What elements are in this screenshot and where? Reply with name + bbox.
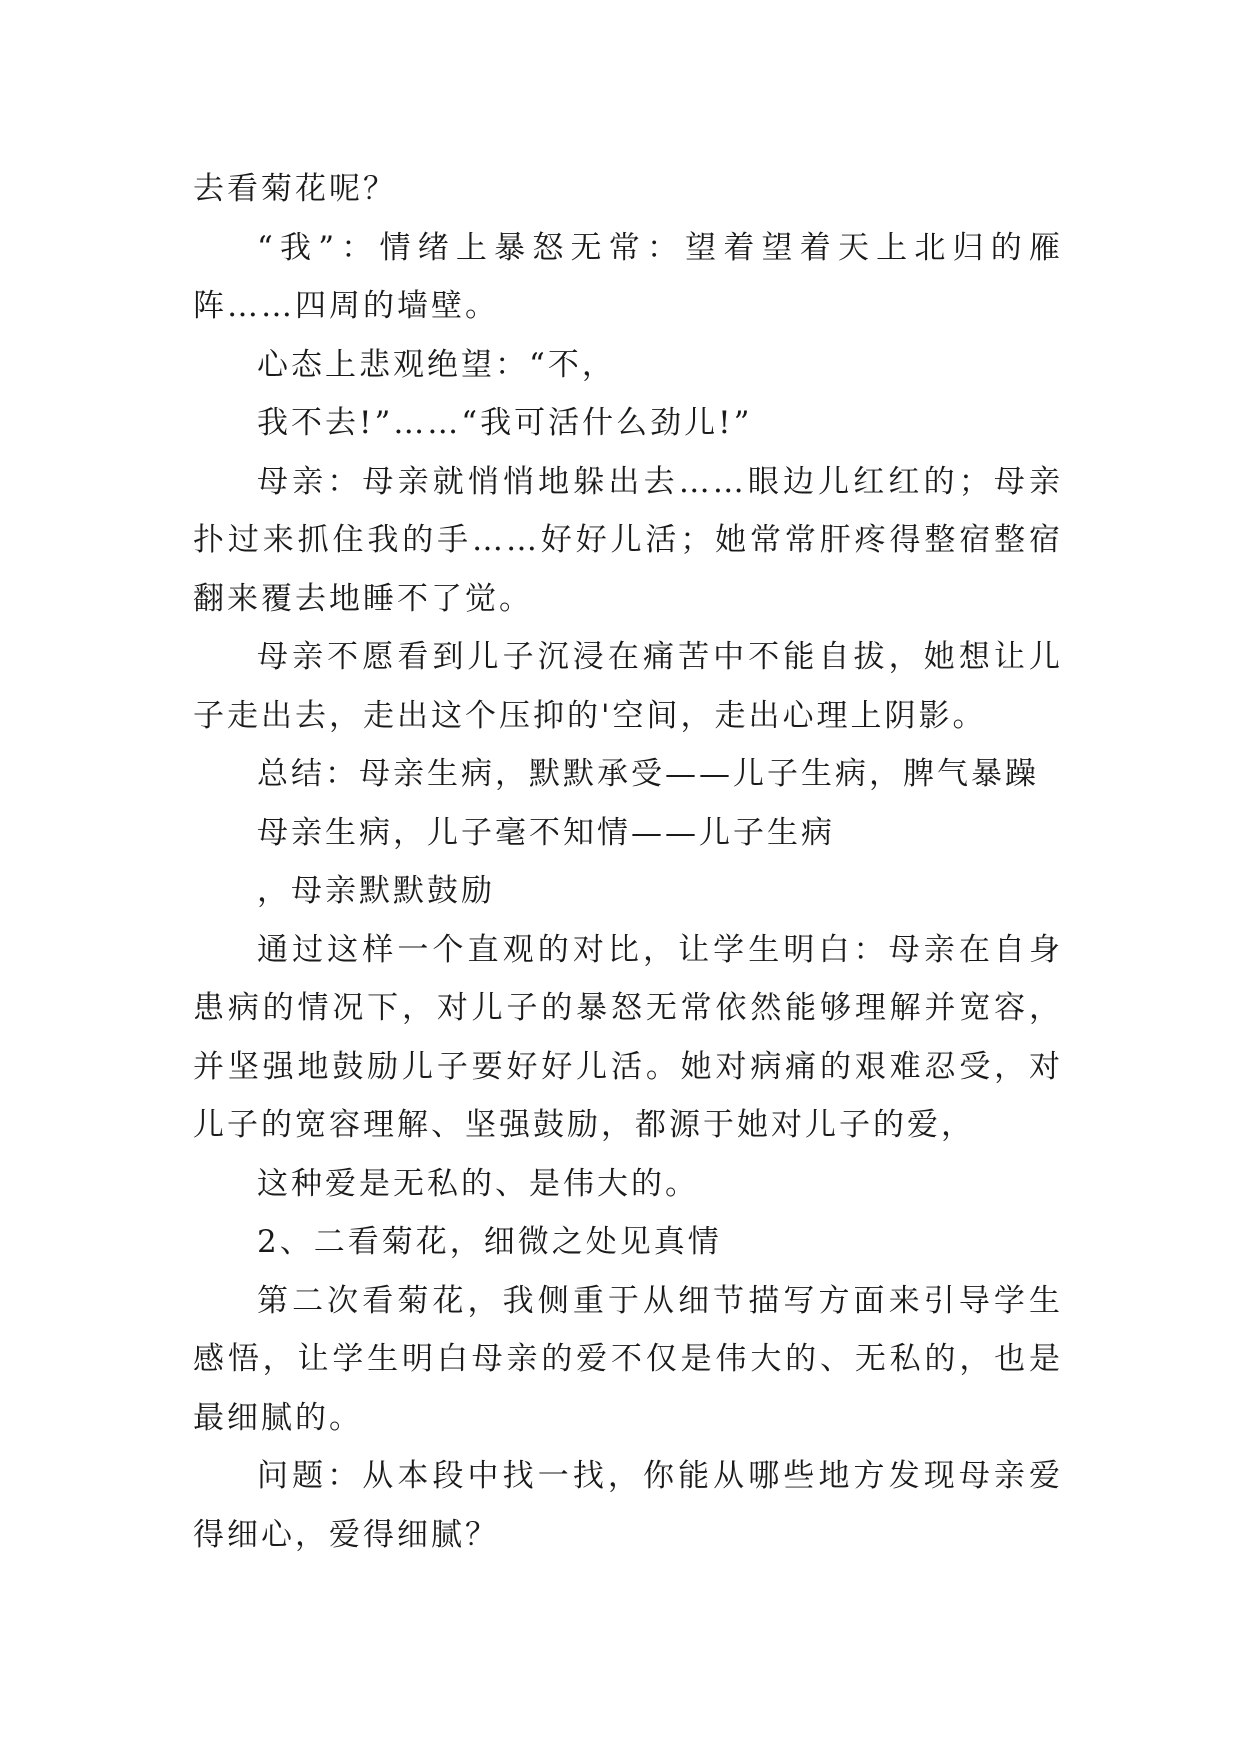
paragraph: 心态上悲观绝望：“不， bbox=[257, 346, 616, 383]
paragraph: 总结：母亲生病，默默承受——儿子生病，脾气暴躁 bbox=[257, 756, 1039, 792]
paragraph: “我”：情绪上暴怒无常：望着望着天上北归的雁阵……四周的墙壁。 bbox=[193, 229, 1063, 324]
paragraph: 母亲生病，儿子毫不知情——儿子生病 bbox=[257, 814, 835, 851]
paragraph: 母亲不愿看到儿子沉浸在痛苦中不能自拔，她想让儿子走出去，走出这个压抑的'空间，走出心理上阴影。 bbox=[193, 639, 1063, 734]
document-body bbox=[193, 160, 1063, 1564]
section-heading: 2、二看菊花，细微之处见真情 bbox=[257, 1224, 722, 1260]
paragraph: 这种爱是无私的、是伟大的。 bbox=[257, 1165, 699, 1202]
paragraph: 母亲：母亲就悄悄地躲出去……眼边儿红红的；母亲扑过来抓住我的手……好好儿活；她常常肝疼得整宿整宿翻来覆去地睡不了觉。 bbox=[193, 463, 1063, 617]
paragraph: 第二次看菊花，我侧重于从细节描写方面来引导学生感悟，让学生明白母亲的爱不仅是伟大的、无私的，也是最细腻的。 bbox=[193, 1282, 1063, 1436]
paragraph: 问题：从本段中找一找，你能从哪些地方发现母亲爱得细心，爱得细腻？ bbox=[193, 1458, 1063, 1553]
paragraph: 去看菊花呢？ bbox=[193, 171, 397, 207]
paragraph: 通过这样一个直观的对比，让学生明白：母亲在自身患病的情况下，对儿子的暴怒无常依然能够理解并宽容，并坚强地鼓励儿子要好好儿活。她对病痛的艰难忍受，对儿子的宽容理解、坚强鼓励，都源于她对儿子的爱， bbox=[193, 931, 1063, 1143]
paragraph: ，母亲默默鼓励 bbox=[257, 873, 495, 909]
paragraph: 我不去!”……“我可活什么劲儿!” bbox=[257, 405, 753, 441]
